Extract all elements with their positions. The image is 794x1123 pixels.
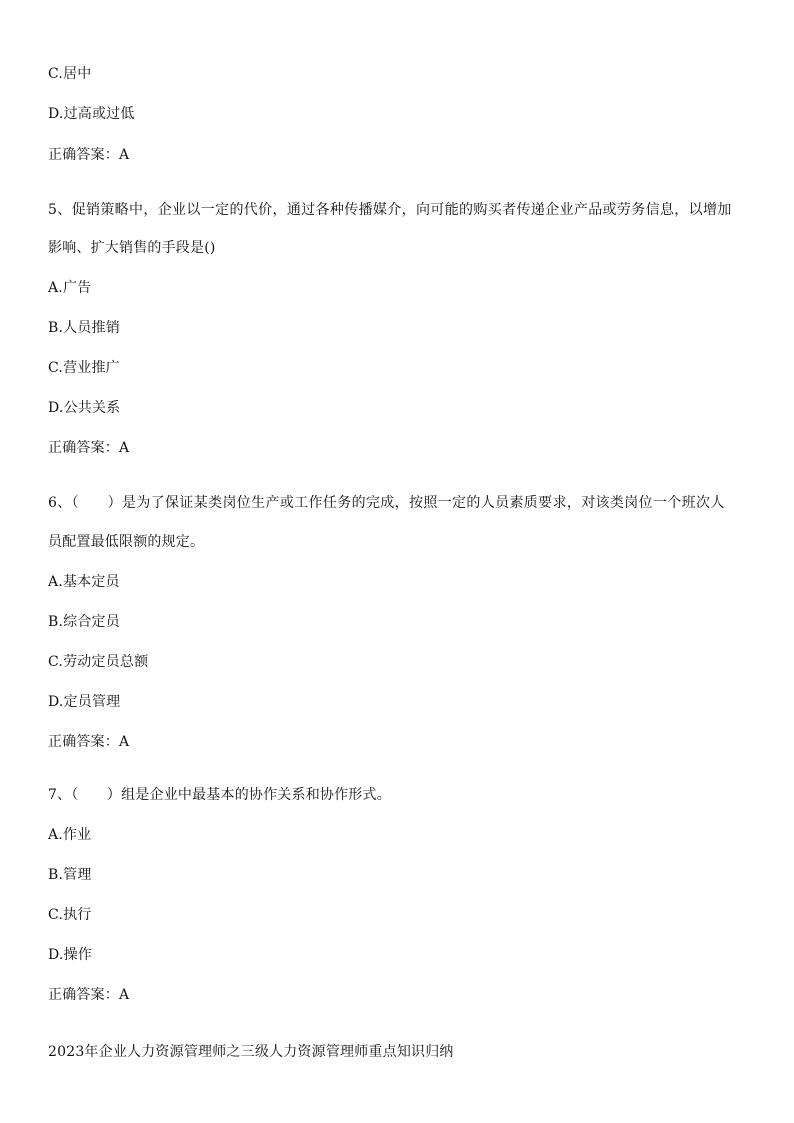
q7-option-c: C.执行 bbox=[48, 907, 92, 923]
q7-option-d: D.操作 bbox=[48, 947, 92, 963]
q5-option-c: C.营业推广 bbox=[48, 360, 120, 376]
q5-option-d: D.公共关系 bbox=[48, 400, 121, 416]
q6-stem-line2: 员配置最低限额的规定。 bbox=[48, 534, 205, 550]
q6-option-c: C.劳动定员总额 bbox=[48, 654, 149, 670]
footer-title: 2023年企业人力资源管理师之三级人力资源管理师重点知识归纳 bbox=[48, 1044, 454, 1060]
q5-stem-line2: 影响、扩大销售的手段是() bbox=[48, 240, 216, 256]
q6-option-b: B.综合定员 bbox=[48, 614, 120, 630]
q4-answer: 正确答案：A bbox=[48, 147, 130, 163]
q5-option-b: B.人员推销 bbox=[48, 320, 120, 336]
q4-option-c: C.居中 bbox=[48, 66, 92, 82]
q7-option-a: A.作业 bbox=[48, 827, 92, 843]
q5-answer: 正确答案：A bbox=[48, 440, 130, 456]
q5-stem-line1: 5、促销策略中，企业以一定的代价，通过各种传播媒介，向可能的购买者传递企业产品或劳务信息，以增加 bbox=[48, 202, 732, 218]
q4-option-d: D.过高或过低 bbox=[48, 106, 135, 122]
q6-option-a: A.基本定员 bbox=[48, 574, 120, 590]
q7-answer: 正确答案：A bbox=[48, 987, 130, 1003]
q6-answer: 正确答案：A bbox=[48, 734, 130, 750]
q7-stem-line1: 7、（ ）组是企业中最基本的协作关系和协作形式。 bbox=[48, 787, 391, 803]
q6-option-d: D.定员管理 bbox=[48, 694, 121, 710]
q6-stem-line1: 6、（ ）是为了保证某类岗位生产或工作任务的完成，按照一定的人员素质要求，对该类岗位一个班次人 bbox=[48, 495, 725, 511]
q7-option-b: B.管理 bbox=[48, 867, 92, 883]
q5-option-a: A.广告 bbox=[48, 280, 92, 296]
